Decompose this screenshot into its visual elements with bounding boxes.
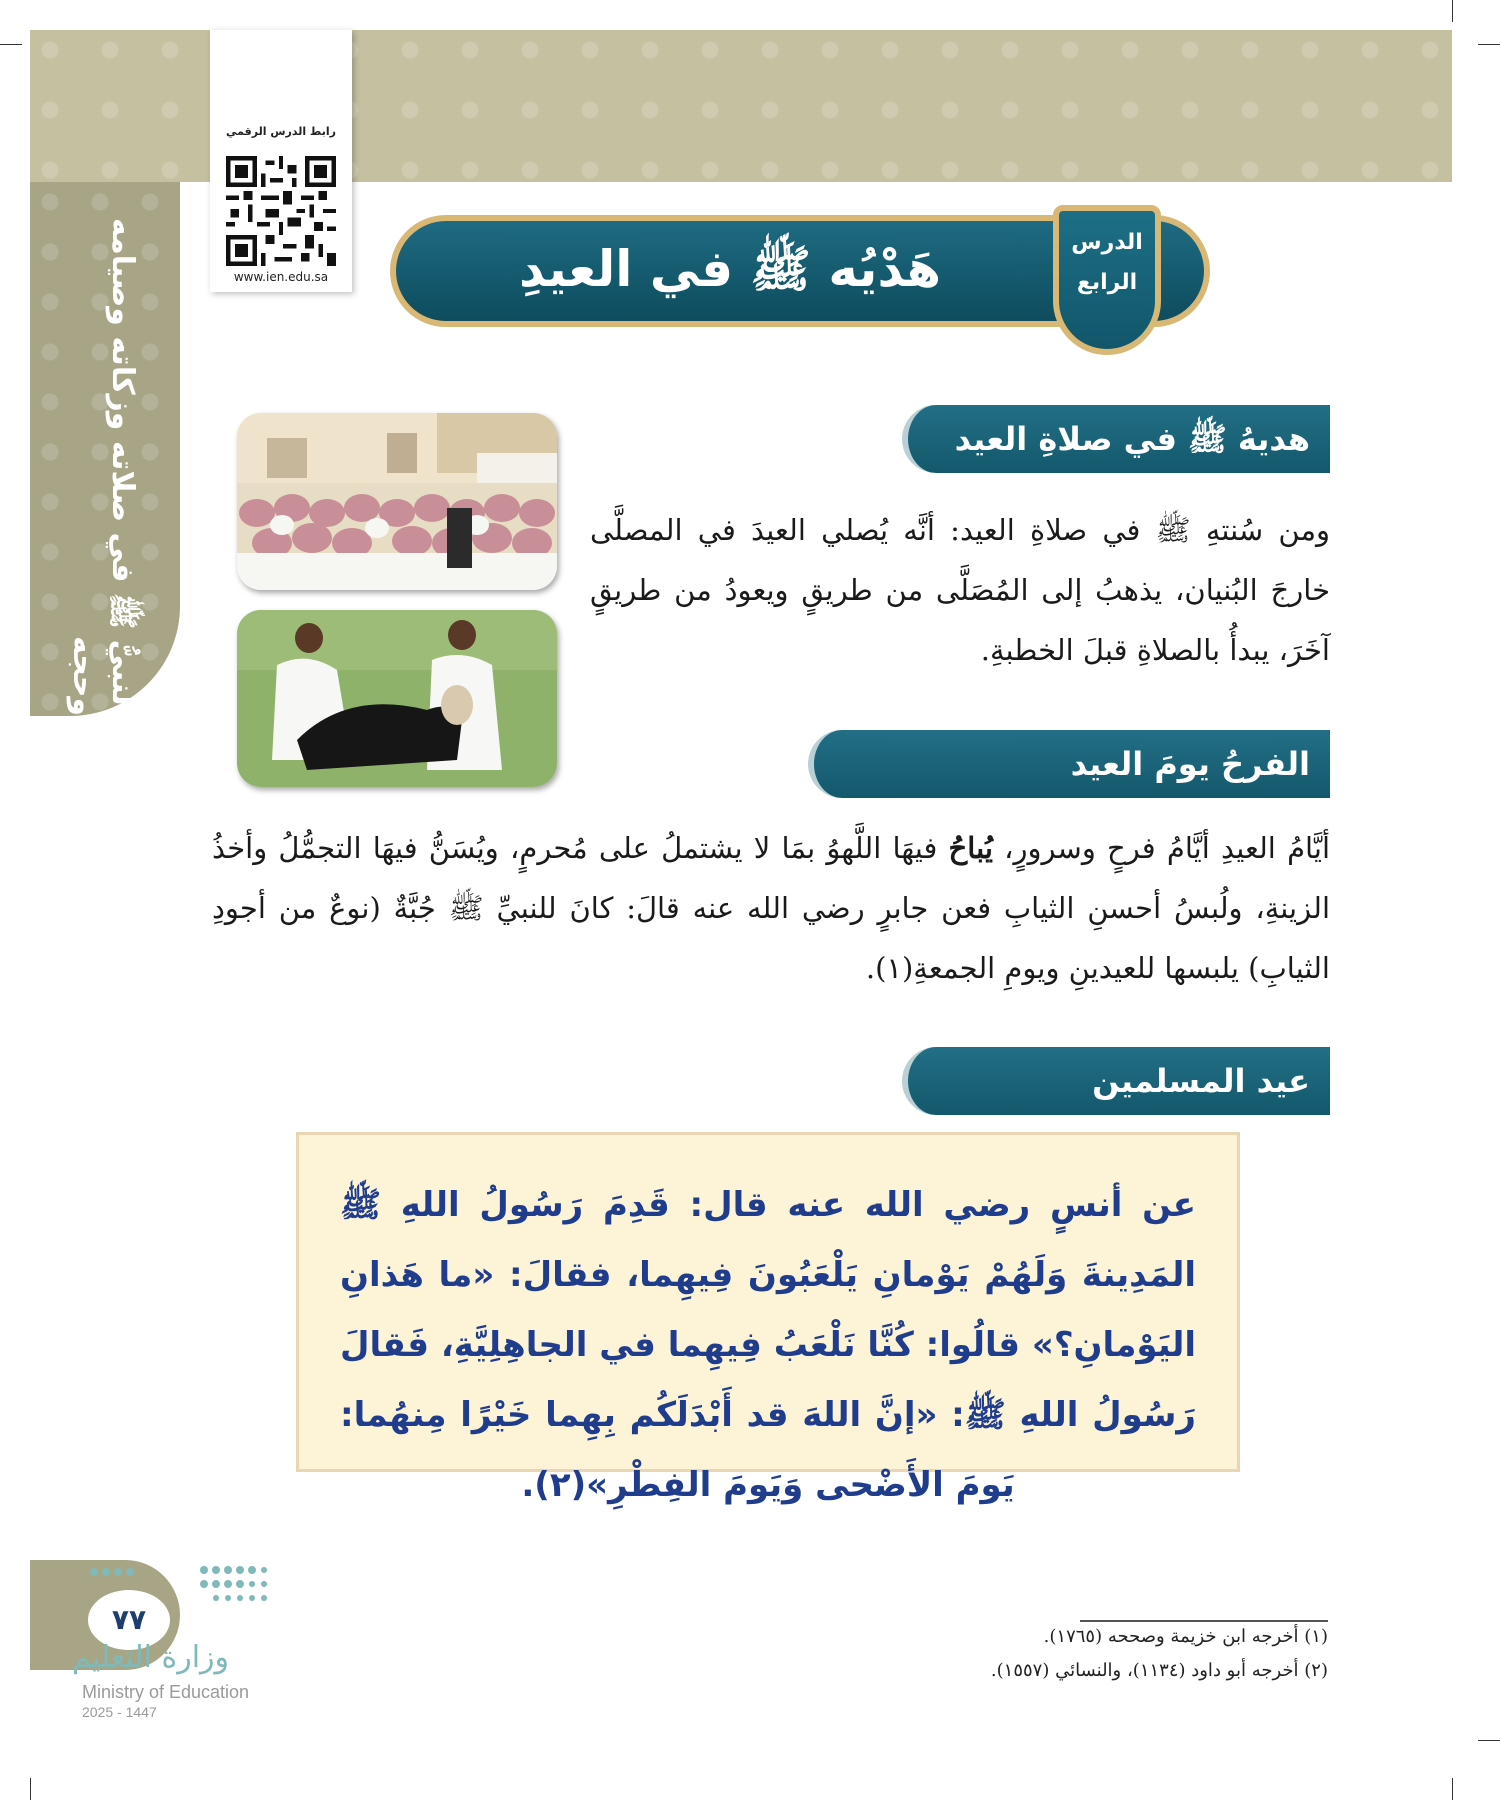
crop-mark [1478, 44, 1500, 45]
section-heading: هديهُ ﷺ في صلاةِ العيد [954, 420, 1310, 458]
crop-mark [1452, 0, 1453, 22]
crop-mark [1452, 1778, 1453, 1800]
paragraph-text: فيهَا اللَّهوُ بمَا لا يشتملُ على مُحرمٍ، ويُسَنُّ فيهَا التجمُّلُ وأخذُ الزينةِ، ولُبسُ أحسنِ الثيابِ فعن جابرٍ رضي الله عنه قالَ: كانَ للنبيِّ ﷺ جُبَّةٌ (نوعٌ من أجودِ الثيابِ) يلبسها للعيدينِ ويومِ الجمعةِ(١). [212, 831, 1330, 985]
ministry-name-english: Ministry of Education [82, 1682, 250, 1702]
footnote: (١) أخرجه ابن خزيمة وصححه (١٧٦٥). [1043, 1626, 1328, 1647]
unit-title-text: النبيُّ ﷺ في صلاته وزكاته وصيامه وحجه [66, 217, 140, 716]
ministry-year: 2025 - 1447 [82, 1704, 157, 1720]
section-paragraph [212, 818, 1330, 998]
footnote: (٢) أخرجه أبو داود (١١٣٤)، والنسائي (١٥٥٧). [990, 1660, 1328, 1681]
qr-url[interactable]: www.ien.edu.sa [233, 270, 329, 284]
crop-mark [0, 44, 22, 45]
qr-label: رابط الدرس الرقمي [226, 125, 336, 138]
lesson-title: هَدْيُه ﷺ في العيدِ [518, 240, 942, 298]
paragraph-text: أيَّامُ العيدِ أيَّامُ فرحٍ وسرورٍ، [992, 831, 1331, 865]
page-number: ٧٧ [88, 1590, 170, 1650]
crop-mark [1478, 1740, 1500, 1741]
bold-term: يُباحُ [948, 831, 993, 865]
children-sheep-photo [237, 610, 557, 787]
section-paragraph: ومن سُنتهِ ﷺ في صلاةِ العيد: أنَّه يُصلي العيدَ في المصلَّى خارجَ البُنيان، يذهبُ إلى المُصَلَّى من طريقٍ ويعودُ من طريقٍ آخَرَ، يبدأُ بالصلاةِ قبلَ الخطبةِ. [590, 513, 1330, 667]
ministry-name-arabic: وزارة التعليم [72, 1640, 230, 1675]
qr-code-icon[interactable] [226, 156, 336, 266]
crop-mark [30, 1778, 31, 1800]
footnote-rule [1080, 1620, 1328, 1622]
eid-prayer-photo [237, 413, 557, 590]
lesson-badge-word: الدرس [1071, 230, 1143, 255]
section-heading: الفرحُ يومَ العيد [1070, 745, 1310, 783]
section-heading: عيد المسلمين [1092, 1062, 1310, 1100]
lesson-badge-number: الرابع [1076, 270, 1138, 295]
unit-title [30, 182, 180, 716]
hadith-text: عن أنسٍ رضي الله عنه قال: قَدِمَ رَسُولُ اللهِ ﷺ المَدِينةَ وَلَهُمْ يَوْمانِ يَلْعَبُونَ فِيهِما، فقالَ: «ما هَذانِ اليَوْمانِ؟» قالُوا: كُنَّا نَلْعَبُ فِيهِما في الجاهِلِيَّةِ، فَقالَ رَسُولُ اللهِ ﷺ: «إنَّ اللهَ قد أَبْدَلَكُم بِهِما خَيْرًا مِنهُما: يَومَ الأَضْحى وَيَومَ الفِطْرِ»(٢). [340, 1185, 1196, 1505]
